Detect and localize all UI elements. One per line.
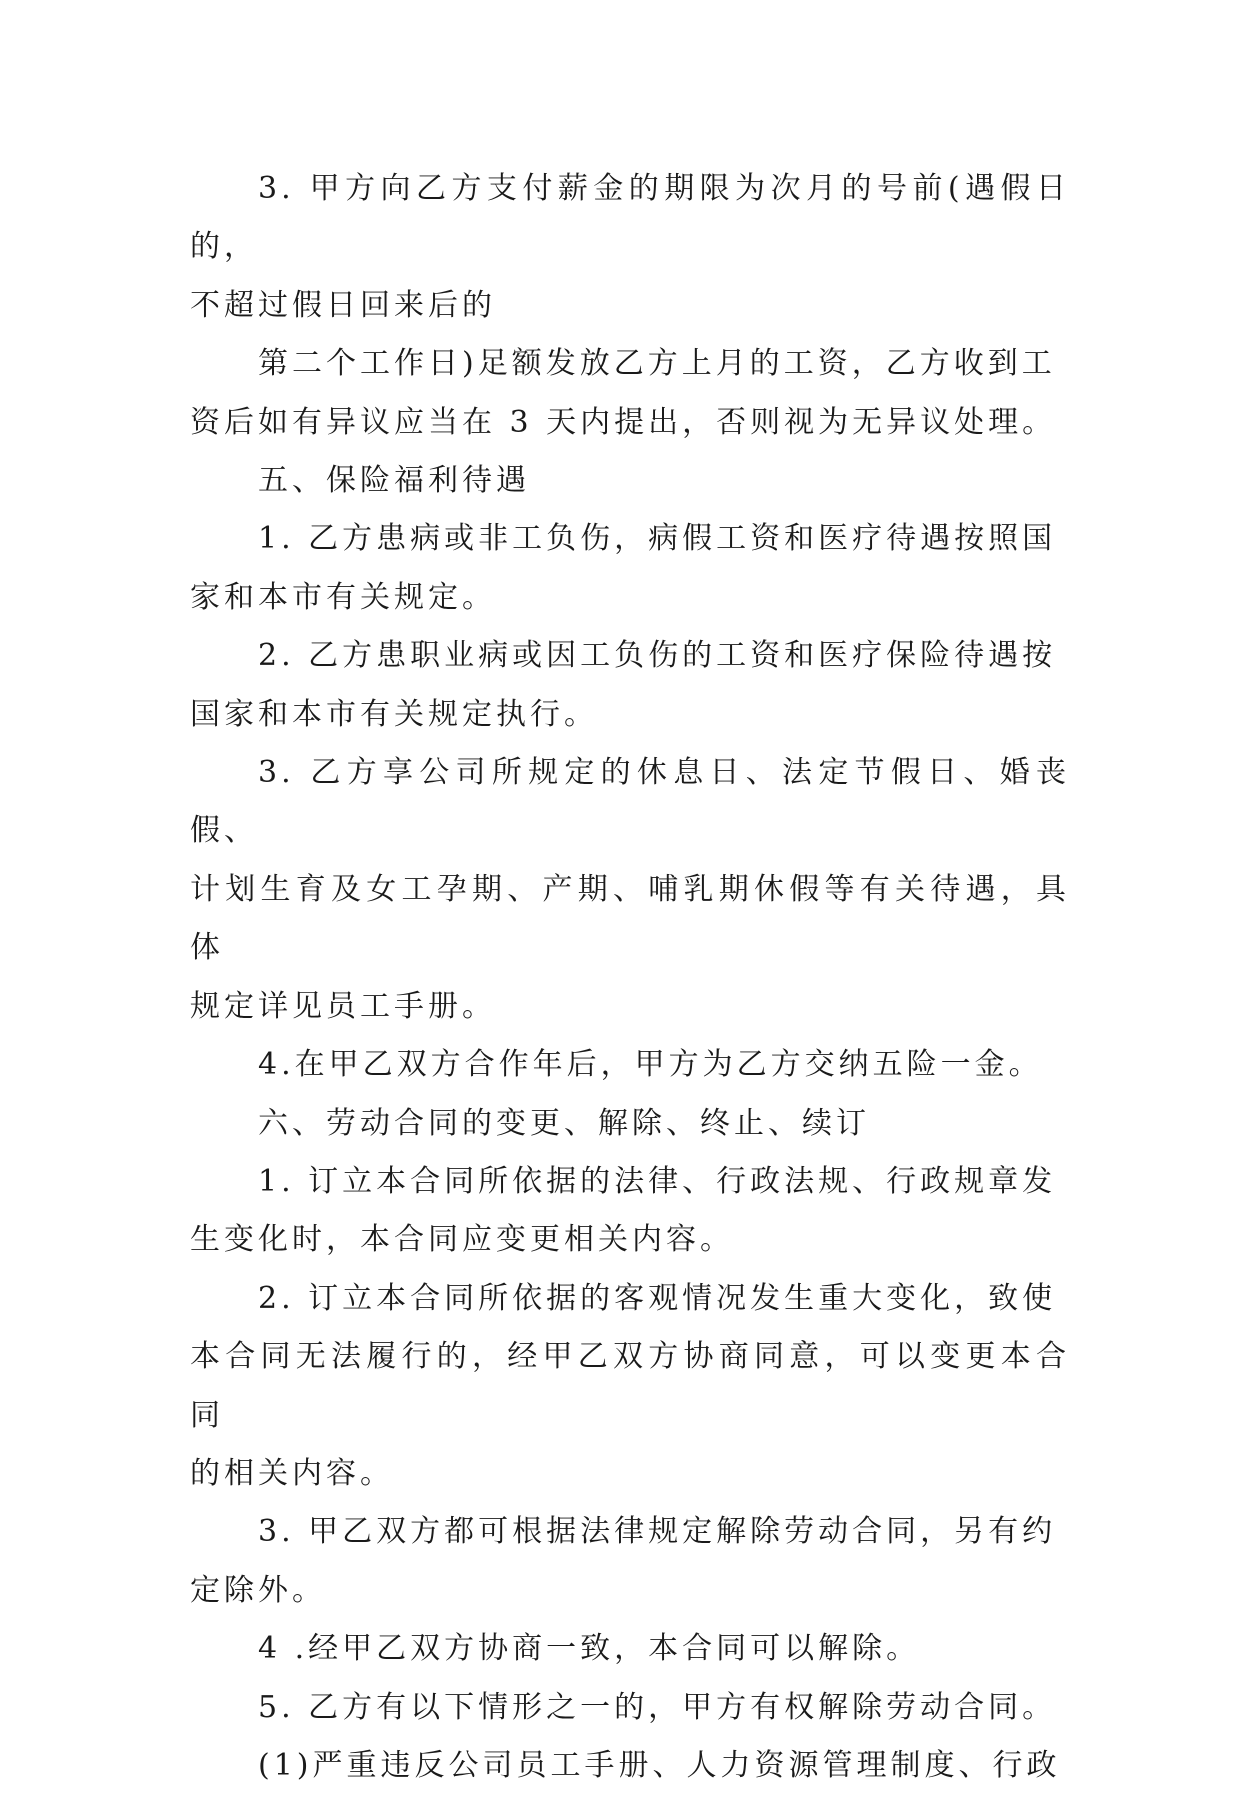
- paragraph-salary-payment-continuation: [190, 335, 1070, 452]
- text-line: 五、保险福利待遇: [258, 463, 530, 499]
- text-line: 3. 甲方向乙方支付薪金的期限为次月的号前(遇假日的，: [190, 171, 1070, 265]
- text-line: 5. 乙方有以下情形之一的，甲方有权解除劳动合同。: [258, 1689, 1057, 1725]
- paragraph-holidays-leave: [190, 744, 1070, 1036]
- text-line: 不超过假日回来后的: [190, 287, 496, 323]
- text-line: 2. 订立本合同所依据的客观情况发生重大变化，致使: [258, 1280, 1057, 1316]
- paragraph-law-change: [190, 1153, 1070, 1270]
- text-line: 本合同无法履行的，经甲乙双方协商同意，可以变更本合同: [190, 1339, 1070, 1433]
- paragraph-employer-termination: [190, 1679, 1070, 1737]
- text-line: 生变化时，本合同应变更相关内容。: [190, 1222, 734, 1258]
- paragraph-serious-violation: [190, 1737, 1070, 1795]
- text-line: 4 .经甲乙双方协商一致，本合同可以解除。: [258, 1631, 921, 1667]
- paragraph-objective-change: [190, 1270, 1070, 1504]
- text-line: 4.在甲乙双方合作年后，甲方为乙方交纳五险一金。: [258, 1047, 1043, 1083]
- text-line: 资后如有异议应当在 3 天内提出，否则视为无异议处理。: [190, 404, 1057, 440]
- text-line: 规定详见员工手册。: [190, 988, 496, 1024]
- text-line: 2. 乙方患职业病或因工负伤的工资和医疗保险待遇按: [258, 638, 1057, 674]
- paragraph-sick-leave: [190, 510, 1070, 627]
- text-line: (1)严重违反公司员工手册、人力资源管理制度、行政: [258, 1747, 1061, 1783]
- paragraph-occupational-disease: [190, 627, 1070, 744]
- text-line: 六、劳动合同的变更、解除、终止、续订: [258, 1105, 870, 1141]
- paragraph-salary-payment-date: [190, 160, 1070, 335]
- text-line: 的相关内容。: [190, 1455, 394, 1491]
- document-body: [190, 160, 1070, 1795]
- section-heading-insurance-benefits: [190, 452, 1070, 510]
- text-line: 国家和本市有关规定执行。: [190, 696, 598, 732]
- paragraph-social-insurance: [190, 1036, 1070, 1094]
- text-line: 3. 甲乙双方都可根据法律规定解除劳动合同，另有约: [258, 1514, 1057, 1550]
- text-line: 1. 乙方患病或非工负伤，病假工资和医疗待遇按照国: [258, 521, 1057, 557]
- text-line: 家和本市有关规定。: [190, 579, 496, 615]
- text-line: 计划生育及女工孕期、产期、哺乳期休假等有关待遇，具体: [190, 871, 1070, 966]
- text-line: 3. 乙方享公司所规定的休息日、法定节假日、婚丧假、: [190, 755, 1070, 849]
- paragraph-mutual-termination: [190, 1620, 1070, 1678]
- text-line: 第二个工作日)足额发放乙方上月的工资，乙方收到工: [258, 346, 1056, 382]
- paragraph-termination-by-law: [190, 1503, 1070, 1620]
- text-line: 1. 订立本合同所依据的法律、行政法规、行政规章发: [258, 1163, 1057, 1199]
- section-heading-contract-changes: [190, 1095, 1070, 1153]
- text-line: 定除外。: [190, 1572, 326, 1608]
